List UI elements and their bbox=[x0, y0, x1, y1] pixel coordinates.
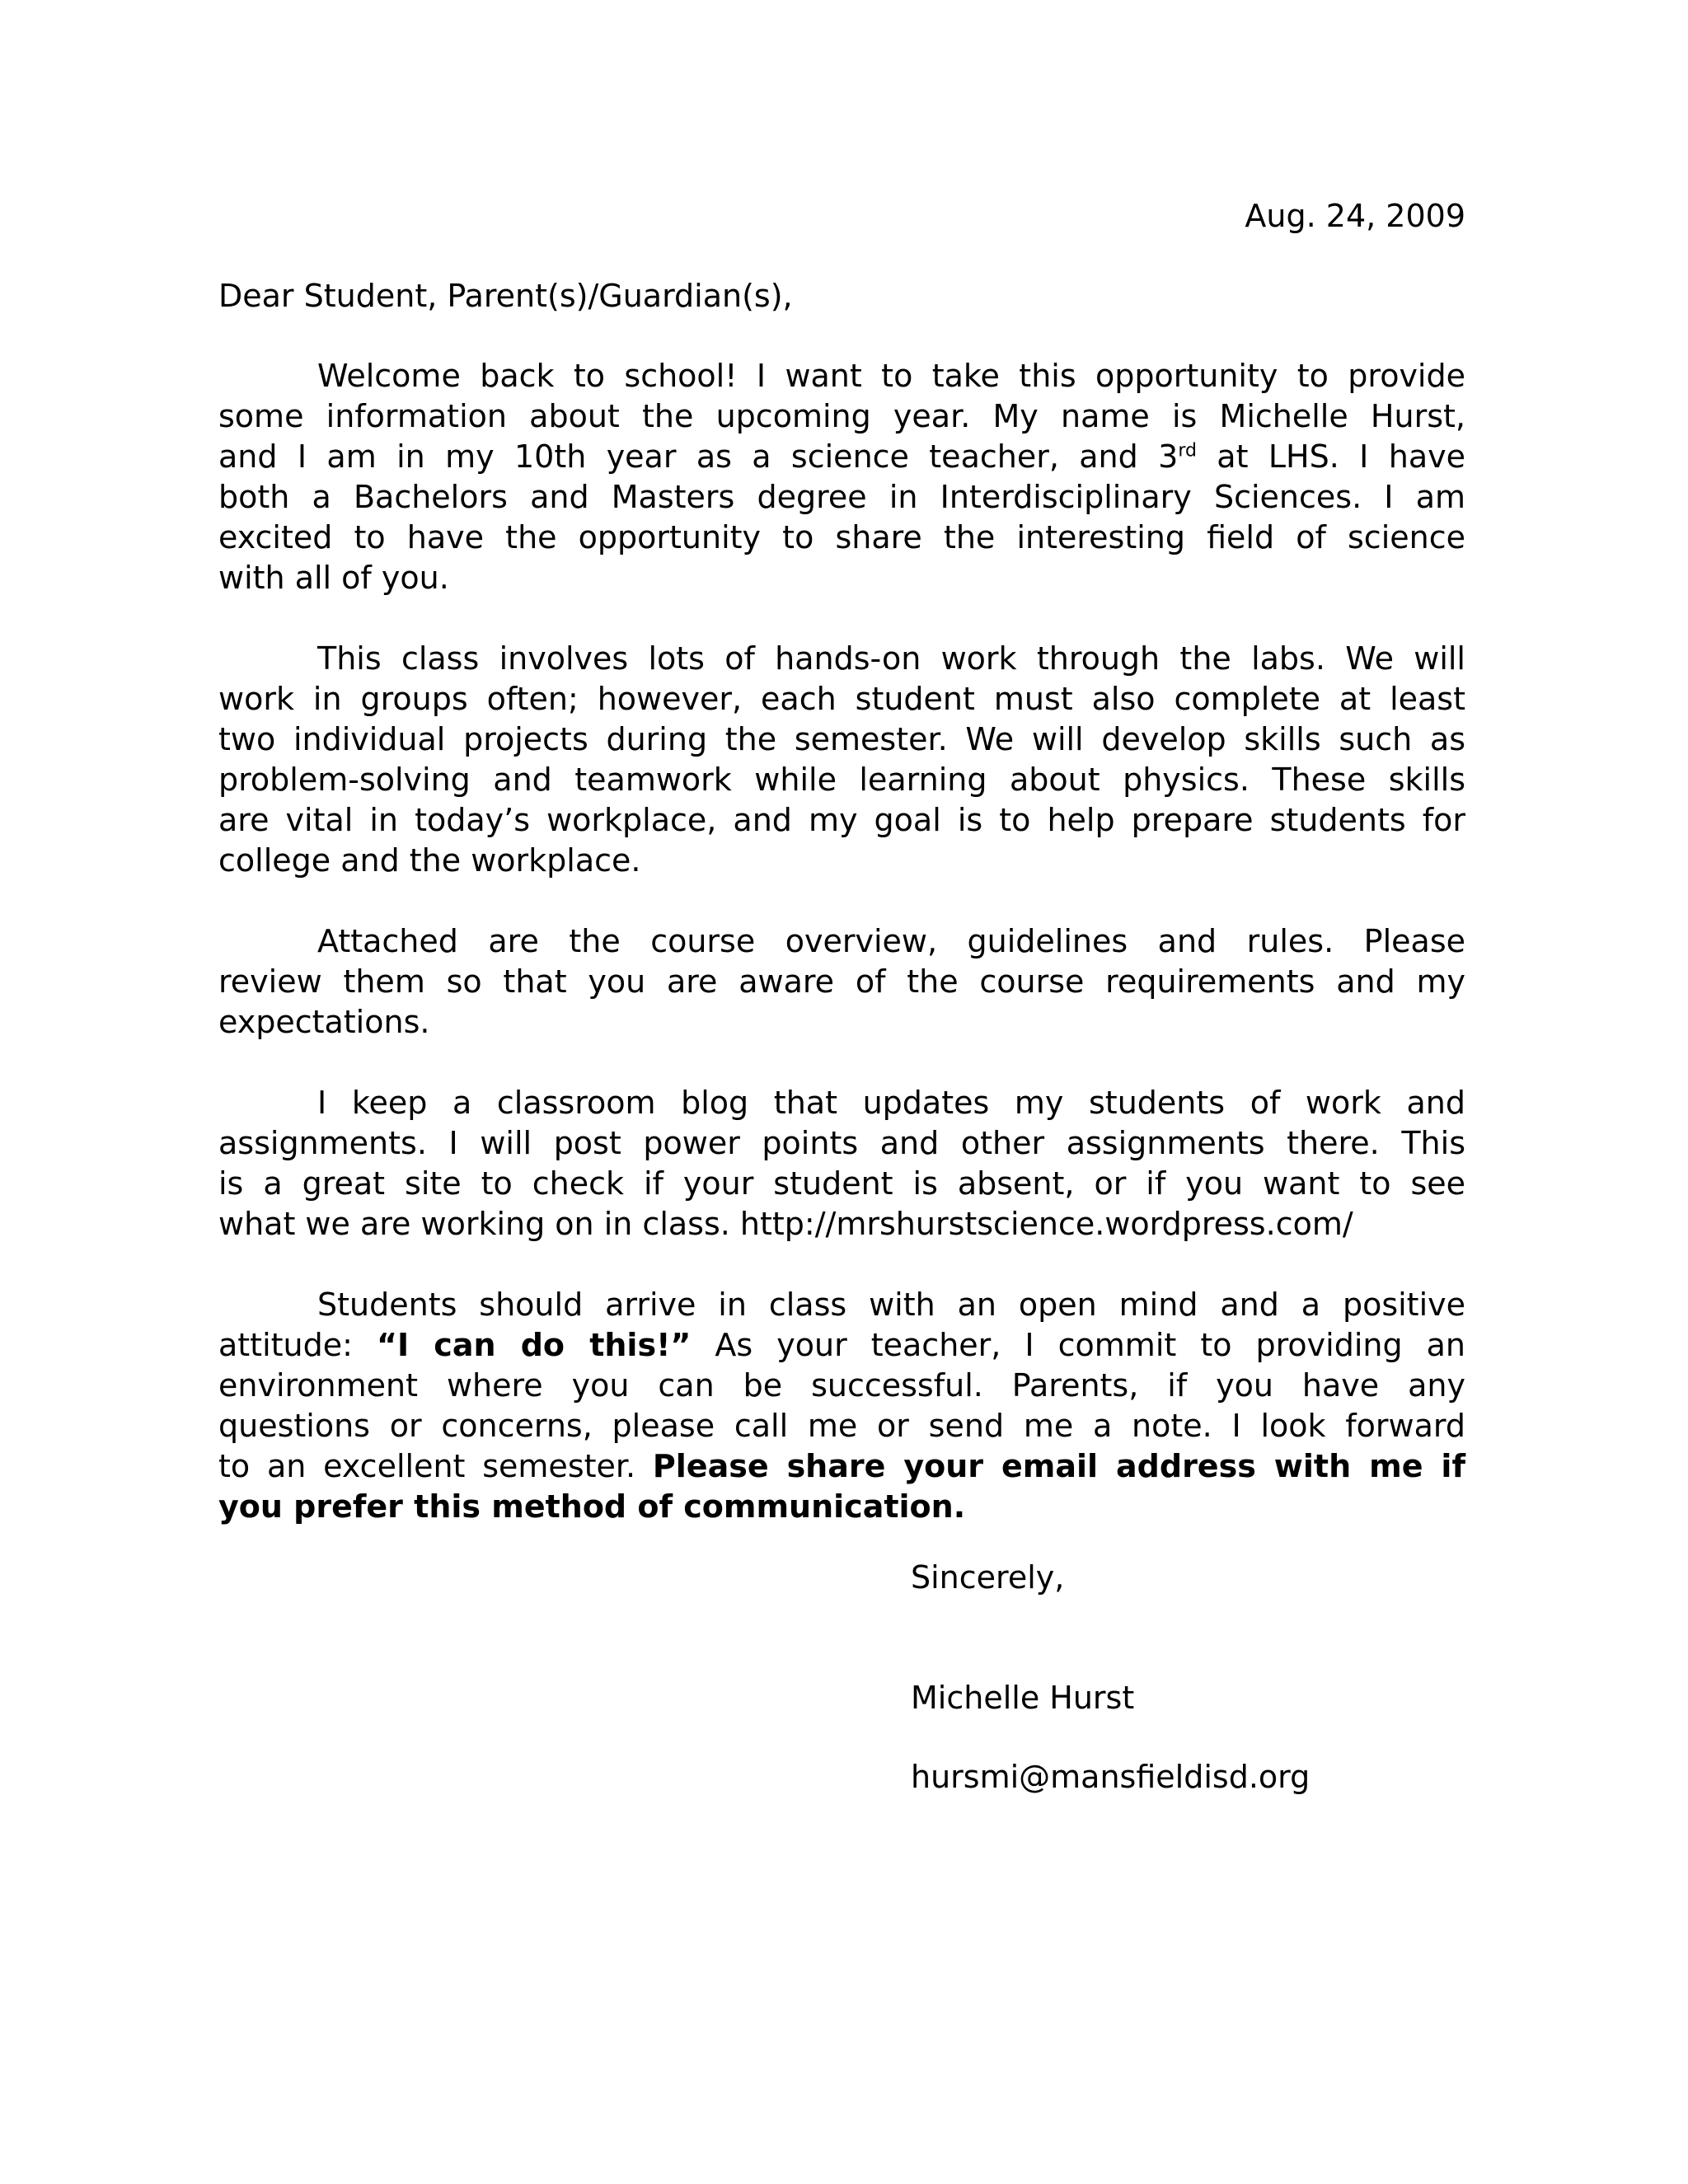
paragraph-line: is a great site to check if your student is absent, or if you want to see bbox=[218, 1165, 1465, 1202]
letter-body bbox=[218, 196, 1465, 1568]
text-segment: and I am in my 10th year as a science teacher, and 3 bbox=[218, 438, 1179, 475]
paragraph-line: expectations. bbox=[218, 1004, 430, 1040]
paragraph-line: environment where you can be successful. Parents, if you have any bbox=[218, 1367, 1465, 1404]
paragraph-line: college and the workplace. bbox=[218, 842, 641, 879]
paragraph-line: are vital in today’s workplace, and my goal is to help prepare students for bbox=[218, 802, 1465, 838]
paragraph-expectations bbox=[218, 1285, 1465, 1527]
paragraph-line: assignments. I will post power points and other assignments there. This bbox=[218, 1125, 1465, 1161]
paragraph-line bbox=[218, 1325, 1465, 1366]
paragraph-line: with all of you. bbox=[218, 560, 449, 596]
paragraph-attachments bbox=[218, 921, 1465, 1043]
salutation: Dear Student, Parent(s)/Guardian(s), bbox=[218, 278, 793, 314]
paragraph-line: work in groups often; however, each student must also complete at least bbox=[218, 681, 1465, 717]
closing-sincerely: Sincerely, bbox=[911, 1559, 1065, 1596]
text-segment: attitude: bbox=[218, 1327, 377, 1363]
paragraph-welcome bbox=[218, 356, 1465, 598]
paragraph-line: I keep a classroom blog that updates my students of work and bbox=[317, 1085, 1465, 1121]
paragraph-line: review them so that you are aware of the course requirements and my bbox=[218, 963, 1465, 1000]
paragraph-line: questions or concerns, please call me or send me a note. I look forward bbox=[218, 1408, 1465, 1444]
paragraph-blog bbox=[218, 1083, 1465, 1244]
paragraph-line: both a Bachelors and Masters degree in Interdisciplinary Sciences. I am bbox=[218, 479, 1465, 515]
superscript-ordinal: rd bbox=[1178, 440, 1197, 462]
paragraph-line bbox=[218, 437, 1465, 477]
paragraph-line: Students should arrive in class with an open mind and a positive bbox=[317, 1286, 1465, 1323]
paragraph-line: you prefer this method of communication. bbox=[218, 1488, 966, 1525]
letter-date: Aug. 24, 2009 bbox=[1245, 198, 1465, 234]
paragraph-line: Attached are the course overview, guidelines and rules. Please bbox=[317, 923, 1465, 959]
blog-url: http://mrshurstscience.wordpress.com/ bbox=[739, 1206, 1353, 1242]
paragraph-line: two individual projects during the semester. We will develop skills such as bbox=[218, 721, 1465, 757]
paragraph-line: some information about the upcoming year. My name is Michelle Hurst, bbox=[218, 398, 1465, 434]
paragraph-class-info bbox=[218, 639, 1465, 881]
text-segment: to an excellent semester. bbox=[218, 1448, 653, 1484]
text-segment: at LHS. I have bbox=[1196, 438, 1465, 475]
text-segment: As your teacher, I commit to providing an bbox=[691, 1327, 1466, 1363]
paragraph-line bbox=[218, 1446, 1465, 1487]
paragraph-line: This class involves lots of hands-on work through the labs. We will bbox=[317, 640, 1465, 677]
signature-email: hursmi@mansfieldisd.org bbox=[911, 1759, 1311, 1795]
paragraph-line: excited to have the opportunity to share the interesting field of science bbox=[218, 519, 1465, 555]
paragraph-line bbox=[218, 1204, 1465, 1244]
text-segment: what we are working on in class. bbox=[218, 1206, 740, 1242]
motto-bold: “I can do this!” bbox=[376, 1327, 692, 1363]
signature-name: Michelle Hurst bbox=[911, 1680, 1135, 1716]
email-request-bold: Please share your email address with me if bbox=[652, 1448, 1465, 1484]
paragraph-line: problem-solving and teamwork while learning about physics. These skills bbox=[218, 762, 1465, 798]
paragraph-line: Welcome back to school! I want to take this opportunity to provide bbox=[317, 358, 1465, 394]
